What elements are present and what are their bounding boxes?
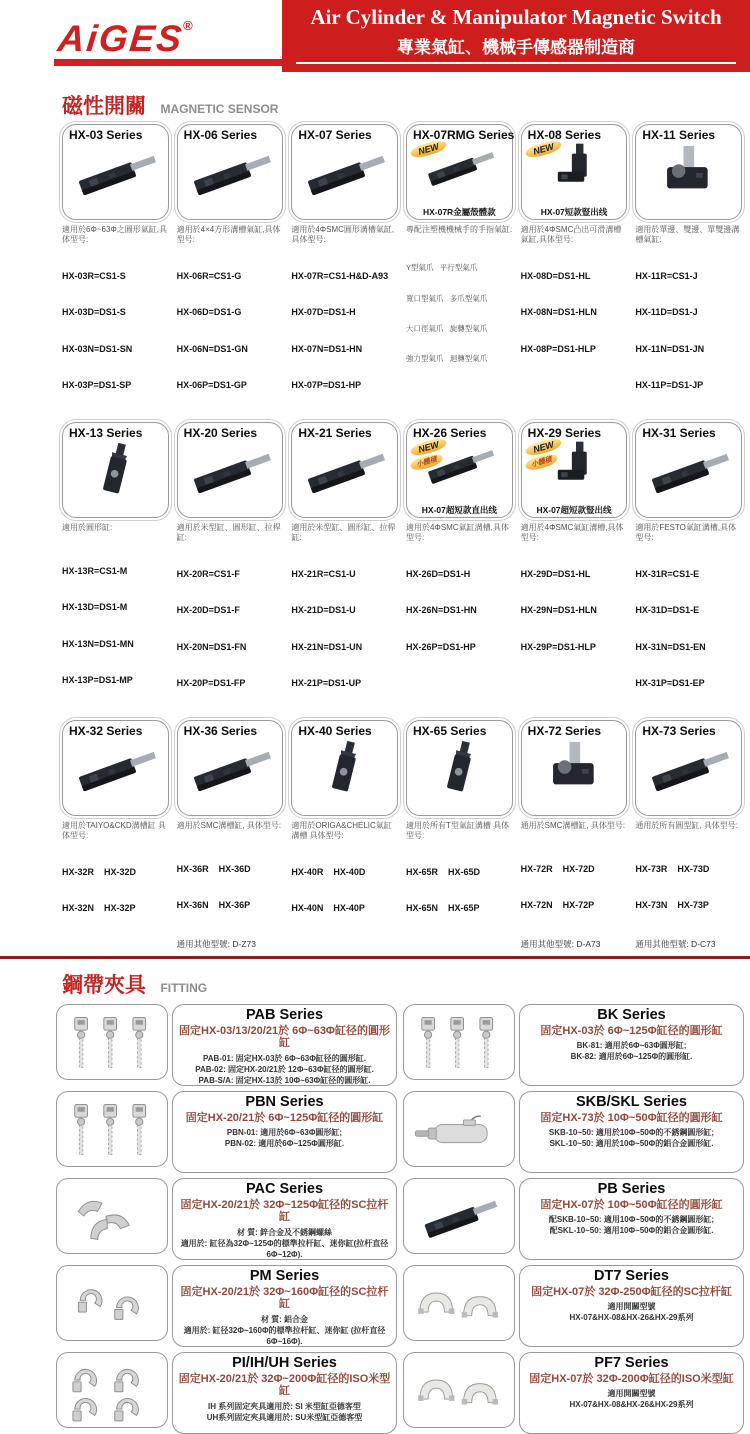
model-line: HX-72N HX-72P bbox=[520, 900, 595, 911]
sensor-card-frame bbox=[406, 124, 513, 220]
section-title-en: MAGNETIC SENSOR bbox=[160, 102, 279, 116]
registered-mark: ® bbox=[183, 18, 193, 33]
fitting-card bbox=[519, 1265, 744, 1347]
sensor-product-image bbox=[67, 738, 164, 798]
sensor-model-list bbox=[62, 541, 169, 711]
sensor-card-frame bbox=[406, 422, 513, 518]
sensor-card bbox=[291, 720, 398, 950]
sensor-image-caption: HX-07超短款豎出线 bbox=[536, 504, 612, 515]
fitting-image bbox=[403, 1091, 515, 1167]
model-line: HX-72R HX-72D bbox=[520, 863, 595, 874]
sensor-series-title: HX-11 Series bbox=[642, 128, 716, 142]
fitting-details bbox=[524, 1214, 739, 1236]
model-line: HX-32N HX-32P bbox=[62, 902, 136, 913]
model-line: HX-65N HX-65P bbox=[405, 902, 480, 913]
sensor-product-image bbox=[296, 738, 393, 798]
sensor-card-frame bbox=[291, 124, 398, 220]
model-line: HX-31P=DS1-EP bbox=[635, 678, 705, 689]
fitting-detail: PAB-02: 固定HX-20/21於 12Φ~63Φ缸径的圓形缸. bbox=[195, 1065, 374, 1075]
model-line: HX-08P=DS1-HLP bbox=[520, 343, 596, 354]
sensor-card-frame bbox=[177, 720, 284, 816]
model-line: HX-29N=DS1-HLN bbox=[520, 605, 597, 616]
fitting-detail: UH系列固定夾具適用於: SU米型缸亞德客型 bbox=[206, 1413, 363, 1423]
model-line: HX-13P=DS1-MP bbox=[62, 675, 133, 686]
sensor-desc: 通用於SMC溝槽缸, 具体型号: bbox=[520, 820, 626, 830]
model-line: HX-31D=DS1-E bbox=[635, 605, 700, 616]
fitting-detail: 配SKB-10~50: 適用10Φ~50Φ的不銹鋼圓形缸; bbox=[548, 1215, 715, 1225]
fitting-image bbox=[56, 1178, 168, 1254]
fitting-detail: 材 質: 鋁合金 bbox=[260, 1314, 309, 1324]
badge-stack bbox=[525, 143, 562, 155]
new-badge: NEW bbox=[409, 436, 448, 458]
sensor-card-frame bbox=[291, 422, 398, 518]
new-badge: NEW bbox=[524, 436, 563, 458]
sensor-card bbox=[521, 422, 628, 714]
sensor-series-title: HX-21 Series bbox=[298, 425, 372, 440]
fitting-image bbox=[56, 1352, 168, 1428]
fitting-row bbox=[403, 1178, 744, 1260]
model-line: HX-03P=DS1-SP bbox=[62, 380, 132, 391]
sensor-desc: 適用於4ΦSMC氣缸溝槽,具体型号: bbox=[520, 522, 624, 543]
fitting-details bbox=[177, 1401, 392, 1423]
sensor-desc: 適用於米型缸、圓形缸、拉桿缸: bbox=[291, 522, 396, 543]
model-line: HX-11D=DS1-J bbox=[635, 307, 698, 318]
model-line: HX-03R=CS1-S bbox=[62, 271, 126, 282]
fitting-detail: PAB-S/A: 固定HX-13於 10Φ~63Φ缸径的圓形缸. bbox=[198, 1076, 371, 1086]
brand-logo-text: AiGES bbox=[55, 18, 186, 59]
fitting-detail: PAB-01: 固定HX-03於 6Φ~63Φ缸径的圓形缸. bbox=[202, 1053, 367, 1063]
fitting-card bbox=[519, 1178, 744, 1260]
logo-underline bbox=[54, 59, 286, 66]
fitting-details bbox=[524, 1127, 739, 1149]
sensor-series-title: HX-13 Series bbox=[69, 425, 143, 440]
sensor-series-title: HX-26 Series bbox=[412, 425, 487, 440]
fitting-details bbox=[524, 1388, 739, 1410]
sensor-card-frame bbox=[521, 124, 628, 220]
model-line: HX-07R=CS1-H&D-A93 bbox=[291, 271, 389, 282]
sensor-model-list bbox=[521, 839, 628, 936]
sensor-card bbox=[635, 720, 742, 950]
model-line: HX-36R HX-36D bbox=[176, 863, 251, 874]
sensor-desc: 專配注塑機機械手的手指氣缸: bbox=[405, 225, 513, 234]
sensor-card bbox=[62, 124, 169, 416]
sensor-card bbox=[62, 720, 169, 950]
sensor-card bbox=[406, 720, 513, 950]
model-line: HX-31N=DS1-EN bbox=[635, 641, 706, 652]
section-title-en: FITTING bbox=[160, 980, 208, 995]
fitting-subtitle: 固定HX-03於 6Φ~125Φ缸径的圓形缸 bbox=[540, 1024, 723, 1037]
fitting-subtitle: 固定HX-07於 32Φ-200Φ缸径的ISO米型缸 bbox=[529, 1372, 734, 1385]
fitting-image bbox=[403, 1004, 515, 1080]
sensor-card-frame bbox=[635, 720, 742, 816]
sensor-desc: 適用於圓形缸: bbox=[62, 522, 113, 532]
model-line: HX-26D=DS1-H bbox=[405, 568, 471, 579]
model-line: HX-29D=DS1-HL bbox=[520, 568, 591, 579]
fitting-details bbox=[524, 1301, 739, 1323]
sensor-series-title: HX-08 Series bbox=[527, 128, 602, 142]
sensor-model-list bbox=[406, 544, 513, 678]
model-line: HX-40N HX-40P bbox=[291, 902, 365, 913]
sensor-desc: 適用於4ΦSMC圓形溝槽氣缸,具体型号: bbox=[291, 225, 395, 245]
sensor-product-image bbox=[182, 738, 279, 798]
fitting-details bbox=[177, 1227, 392, 1261]
sensor-card bbox=[62, 422, 169, 714]
fitting-card bbox=[519, 1352, 744, 1434]
fitting-details bbox=[177, 1053, 392, 1087]
sensor-desc: 適用於SMC溝槽缸, 具体型号: bbox=[176, 820, 282, 830]
sensor-model-list bbox=[177, 544, 284, 714]
sensor-series-title: HX-72 Series bbox=[527, 723, 602, 738]
sensor-series-title: HX-07 Series bbox=[298, 128, 372, 142]
model-line: HX-21D=DS1-U bbox=[291, 605, 356, 616]
banner-title: Air Cylinder & Manipulator Magnetic Switch bbox=[310, 5, 722, 29]
fitting-grid bbox=[56, 1004, 744, 1434]
sensor-series-title: HX-73 Series bbox=[642, 723, 716, 738]
sensor-model-list bbox=[291, 841, 398, 938]
fitting-card bbox=[172, 1265, 397, 1347]
sensor-series-title: HX-36 Series bbox=[183, 723, 258, 738]
page-header bbox=[0, 0, 750, 80]
sensor-model-list bbox=[521, 544, 628, 678]
fitting-detail: 材 質: 鋅合金及不銹鋼螺絲 bbox=[236, 1227, 333, 1237]
fitting-detail: BK-82: 適用於6Φ~125Φ的圓形缸. bbox=[570, 1052, 693, 1062]
sensor-product-image bbox=[296, 142, 393, 202]
fitting-series-title: PI/IH/UH Series bbox=[232, 1354, 337, 1371]
fitting-section-title bbox=[62, 969, 750, 999]
fitting-detail: SKL-10~50: 適用於10Φ~50Φ的鋁合金圓形缸. bbox=[549, 1139, 714, 1149]
model-line: HX-40R HX-40D bbox=[291, 866, 366, 877]
sensor-card bbox=[291, 422, 398, 714]
fitting-subtitle: 固定HX-07於 32Φ-250Φ缸径的SC拉杆缸 bbox=[531, 1285, 732, 1298]
sensor-model-list bbox=[521, 246, 628, 380]
section-divider bbox=[0, 956, 750, 959]
model-line: HX-29P=DS1-HLP bbox=[520, 641, 596, 652]
new-badge: NEW bbox=[524, 138, 563, 160]
sensor-extra-note: 通用其他型號: D-A73 bbox=[520, 938, 601, 949]
model-line: 大口徑氣爪 旋轉型氣爪 bbox=[405, 324, 488, 333]
new-badge: NEW bbox=[409, 138, 448, 160]
section-title-zh: 鋼帶夾具 bbox=[62, 972, 146, 997]
fitting-detail: 適用於: 缸径為32Φ~125Φ的標準拉杆缸、迷你缸(拉杆直径6Φ~12Φ). bbox=[180, 1239, 389, 1260]
fitting-row bbox=[403, 1004, 744, 1086]
fitting-series-title: PAC Series bbox=[245, 1180, 324, 1197]
sensor-series-title: HX-29 Series bbox=[527, 425, 602, 440]
fitting-row bbox=[56, 1265, 397, 1347]
model-line: HX-21P=DS1-UP bbox=[291, 678, 362, 689]
model-line: HX-07P=DS1-HP bbox=[291, 380, 362, 391]
model-line: HX-06D=DS1-G bbox=[176, 307, 242, 318]
model-line: HX-73R HX-73D bbox=[635, 863, 710, 874]
model-line: HX-08N=DS1-HLN bbox=[520, 307, 597, 318]
sensor-card-frame bbox=[635, 124, 742, 220]
brand-logo bbox=[55, 18, 288, 60]
sensor-series-title: HX-03 Series bbox=[69, 128, 143, 142]
banner-subtitle: 專業氣缸、機械手傳感器制造商 bbox=[296, 33, 736, 64]
sensor-image-caption: HX-07短款豎出线 bbox=[540, 207, 608, 217]
fitting-detail: 配SKL-10~50: 適用10Φ~50Φ的鋁合金圓形缸. bbox=[549, 1226, 714, 1236]
sensor-model-list bbox=[62, 246, 169, 416]
model-line: HX-65R HX-65D bbox=[405, 866, 481, 877]
sensor-desc: 適用於6Φ~63Φ之圓形氣缸,具体型号: bbox=[62, 225, 168, 245]
model-line: HX-20R=CS1-F bbox=[176, 568, 240, 579]
sensor-model-list bbox=[177, 246, 284, 416]
sensor-product-image bbox=[296, 440, 393, 500]
fitting-subtitle: 固定HX-20/21於 32Φ~125Φ缸径的SC拉杆缸 bbox=[180, 1198, 389, 1224]
sensor-model-list bbox=[635, 839, 742, 936]
sensor-grid bbox=[62, 124, 742, 950]
fitting-image bbox=[56, 1004, 168, 1080]
sensor-card bbox=[521, 124, 628, 416]
sensor-series-title: HX-32 Series bbox=[69, 723, 143, 738]
sensor-card-frame bbox=[62, 422, 169, 518]
fitting-subtitle: 固定HX-20/21於 6Φ~125Φ缸径的圓形缸 bbox=[185, 1111, 384, 1124]
sensor-image-caption: HX-07R金屬殼體款 bbox=[422, 207, 496, 217]
sensor-product-image bbox=[182, 440, 279, 500]
fitting-series-title: PAB Series bbox=[245, 1006, 324, 1023]
fitting-card bbox=[172, 1352, 397, 1434]
fitting-series-title: PM Series bbox=[249, 1267, 320, 1284]
header-banner bbox=[282, 0, 750, 72]
sensor-card bbox=[291, 124, 398, 416]
fitting-series-title: PB Series bbox=[597, 1180, 666, 1197]
model-line: HX-06R=CS1-G bbox=[176, 271, 242, 282]
sensor-series-title: HX-31 Series bbox=[642, 425, 716, 440]
sensor-desc: 適用於4ΦSMC凸出可滑溝槽氣缸,具体型号: bbox=[520, 225, 622, 245]
small-size-badge: 小體積 bbox=[409, 451, 444, 472]
sensor-card bbox=[635, 124, 742, 416]
sensor-desc: 適用於4×4方形溝槽氣缸,具体型号: bbox=[176, 225, 281, 245]
sensor-product-image bbox=[67, 440, 164, 500]
model-line: HX-13D=DS1-M bbox=[62, 602, 128, 613]
badge-stack bbox=[525, 441, 562, 468]
fitting-row bbox=[403, 1091, 744, 1173]
sensor-card bbox=[177, 422, 284, 714]
sensor-desc: 適用於單邊、雙邊、單雙邊溝槽氣缸: bbox=[635, 225, 740, 245]
sensor-series-title: HX-06 Series bbox=[183, 128, 258, 142]
sensor-product-image bbox=[526, 738, 623, 798]
model-line: HX-20N=DS1-FN bbox=[176, 641, 247, 652]
fitting-subtitle: 固定HX-20/21於 32Φ~160Φ缸径的SC拉杆缸 bbox=[180, 1285, 389, 1311]
sensor-card-frame bbox=[635, 422, 742, 518]
model-line: HX-06P=DS1-GP bbox=[176, 380, 247, 391]
model-line: HX-36N HX-36P bbox=[176, 900, 251, 911]
model-line: HX-31R=CS1-E bbox=[635, 568, 700, 579]
model-line: HX-11N=DS1-JN bbox=[635, 343, 705, 354]
sensor-model-list bbox=[62, 841, 169, 938]
sensor-card-frame bbox=[62, 124, 169, 220]
fitting-subtitle: 固定HX-03/13/20/21於 6Φ~63Φ缸径的圓形缸 bbox=[179, 1024, 390, 1050]
fitting-series-title: SKB/SKL Series bbox=[576, 1093, 687, 1110]
sensor-series-title: HX-20 Series bbox=[183, 425, 258, 440]
sensor-model-list bbox=[635, 246, 742, 416]
fitting-subtitle: 固定HX-73於 10Φ~50Φ缸径的圓形缸 bbox=[540, 1111, 723, 1124]
sensor-series-title: HX-40 Series bbox=[298, 723, 372, 738]
fitting-image bbox=[56, 1265, 168, 1341]
fitting-card bbox=[519, 1004, 744, 1086]
sensor-desc: 適用於TAIYO&CKD溝槽缸 具体型号: bbox=[62, 820, 166, 840]
fitting-row bbox=[56, 1352, 397, 1434]
fitting-card bbox=[172, 1004, 397, 1086]
sensor-card-frame bbox=[521, 720, 628, 816]
fitting-details bbox=[524, 1040, 739, 1062]
fitting-subtitle: 固定HX-20/21於 32Φ~200Φ缸径的ISO米型缸 bbox=[178, 1372, 391, 1398]
fitting-detail: IH 系列固定夾具適用於: SI 米型缸亞德客型 bbox=[208, 1401, 361, 1411]
model-line: HX-21N=DS1-UN bbox=[291, 641, 363, 652]
model-line: HX-06N=DS1-GN bbox=[176, 343, 248, 354]
model-line: HX-20P=DS1-FP bbox=[176, 678, 246, 689]
model-line: HX-20D=DS1-F bbox=[176, 605, 240, 616]
fitting-details bbox=[177, 1314, 392, 1348]
sensor-model-list bbox=[635, 544, 742, 714]
model-line: HX-08D=DS1-HL bbox=[520, 271, 591, 282]
sensor-model-list bbox=[177, 839, 284, 936]
sensor-section-title bbox=[62, 90, 750, 120]
model-line: HX-73N HX-73P bbox=[635, 900, 709, 911]
fitting-detail: BK-81: 適用於6Φ~63Φ圓形缸; bbox=[576, 1041, 687, 1051]
fitting-card bbox=[172, 1091, 397, 1173]
sensor-card-frame bbox=[177, 422, 284, 518]
sensor-card bbox=[521, 720, 628, 950]
fitting-details bbox=[177, 1127, 392, 1149]
model-line: 強力型氣爪 迴轉型氣爪 bbox=[405, 354, 488, 364]
fitting-row bbox=[403, 1265, 744, 1347]
fitting-card bbox=[172, 1178, 397, 1260]
fitting-subtitle: 固定HX-07於 10Φ~50Φ缸径的圓形缸 bbox=[540, 1198, 723, 1211]
model-line: 寬口型氣爪 多爪型氣爪 bbox=[405, 293, 488, 303]
sensor-image-caption: HX-07超短款直出线 bbox=[421, 504, 497, 515]
sensor-card bbox=[406, 124, 513, 416]
sensor-desc: 適用於所有T型氣缸溝槽 具体型号: bbox=[405, 820, 510, 840]
badge-stack bbox=[410, 143, 447, 155]
sensor-product-image bbox=[640, 738, 737, 798]
fitting-image bbox=[403, 1178, 515, 1254]
sensor-desc: 適用於米型缸、圓形缸、拉桿缸: bbox=[176, 522, 281, 543]
fitting-series-title: BK Series bbox=[597, 1006, 666, 1023]
sensor-product-image bbox=[411, 738, 508, 798]
sensor-product-image bbox=[640, 142, 737, 202]
sensor-product-image bbox=[182, 142, 279, 202]
fitting-row bbox=[56, 1004, 397, 1086]
sensor-desc: 適用於FESTO氣缸溝槽,具体型号: bbox=[635, 522, 737, 543]
badge-stack bbox=[410, 441, 447, 468]
model-line: HX-26P=DS1-HP bbox=[405, 641, 476, 652]
sensor-series-title: HX-65 Series bbox=[412, 723, 487, 738]
small-size-badge: 小體積 bbox=[524, 451, 559, 472]
sensor-card-frame bbox=[291, 720, 398, 816]
model-line: HX-07N=DS1-HN bbox=[291, 343, 363, 354]
fitting-image bbox=[403, 1265, 515, 1341]
fitting-detail: 適用於: 缸径32Φ~160Φ的標準拉杆缸、迷你缸 (拉杆直径6Φ~16Φ). bbox=[183, 1326, 386, 1347]
sensor-model-list bbox=[291, 544, 398, 714]
sensor-card bbox=[177, 720, 284, 950]
model-line: HX-13R=CS1-M bbox=[62, 566, 128, 577]
fitting-series-title: PF7 Series bbox=[594, 1354, 669, 1371]
sensor-series-title: HX-07RMG Series bbox=[412, 128, 515, 142]
sensor-model-list bbox=[291, 246, 398, 416]
sensor-desc: 通用於所有圓型缸, 具体型号: bbox=[635, 820, 738, 830]
fitting-detail: 適用開關型號 bbox=[607, 1302, 656, 1312]
model-line: HX-11R=CS1-J bbox=[635, 271, 698, 282]
sensor-model-list bbox=[406, 841, 513, 938]
fitting-detail: PBN-01: 適用於6Φ~63Φ圓形缸; bbox=[226, 1128, 343, 1138]
sensor-card bbox=[406, 422, 513, 714]
sensor-card bbox=[177, 124, 284, 416]
fitting-detail: 適用開關型號 bbox=[607, 1389, 656, 1399]
sensor-desc: 適用於4ΦSMC氣缸溝槽,具体型号: bbox=[405, 522, 509, 543]
model-line: HX-13N=DS1-MN bbox=[62, 638, 134, 649]
sensor-extra-note: 通用其他型號: D-C73 bbox=[635, 938, 716, 949]
model-line: HX-32R HX-32D bbox=[62, 866, 137, 877]
fitting-series-title: PBN Series bbox=[245, 1093, 324, 1110]
model-line: HX-11P=DS1-JP bbox=[635, 380, 704, 391]
model-line: HX-07D=DS1-H bbox=[291, 307, 356, 318]
sensor-card-frame bbox=[406, 720, 513, 816]
fitting-image bbox=[56, 1091, 168, 1167]
model-line: Y型氣爪 平行型氣爪 bbox=[405, 263, 478, 273]
sensor-product-image bbox=[67, 142, 164, 202]
section-title-zh: 磁性開關 bbox=[62, 94, 146, 118]
sensor-card-frame bbox=[521, 422, 628, 518]
fitting-detail: HX-07&HX-08&HX-26&HX-29系列 bbox=[569, 1313, 694, 1323]
sensor-card-frame bbox=[62, 720, 169, 816]
sensor-card-frame bbox=[177, 124, 284, 220]
model-line: HX-03N=DS1-SN bbox=[62, 343, 133, 354]
sensor-extra-note: 通用其他型號: D-Z73 bbox=[176, 938, 256, 949]
fitting-row bbox=[403, 1352, 744, 1434]
fitting-detail: SKB-10~50: 適用於10Φ~50Φ的不銹鋼圓形缸; bbox=[548, 1128, 715, 1138]
model-line: HX-26N=DS1-HN bbox=[405, 605, 477, 616]
fitting-series-title: DT7 Series bbox=[594, 1267, 669, 1284]
model-line: HX-21R=CS1-U bbox=[291, 568, 356, 579]
model-line: HX-03D=DS1-S bbox=[62, 307, 126, 318]
fitting-row bbox=[56, 1091, 397, 1173]
fitting-row bbox=[56, 1178, 397, 1260]
sensor-card bbox=[635, 422, 742, 714]
fitting-detail: PBN-02: 適用於6Φ~125Φ圓形缸. bbox=[224, 1139, 345, 1149]
fitting-image bbox=[403, 1352, 515, 1428]
sensor-model-list bbox=[406, 243, 513, 385]
sensor-product-image bbox=[640, 440, 737, 500]
sensor-desc: 適用於ORIGA&CHELIC氣缸溝槽 具体型号: bbox=[291, 820, 392, 840]
fitting-card bbox=[519, 1091, 744, 1173]
fitting-detail: HX-07&HX-08&HX-26&HX-29系列 bbox=[569, 1400, 694, 1410]
